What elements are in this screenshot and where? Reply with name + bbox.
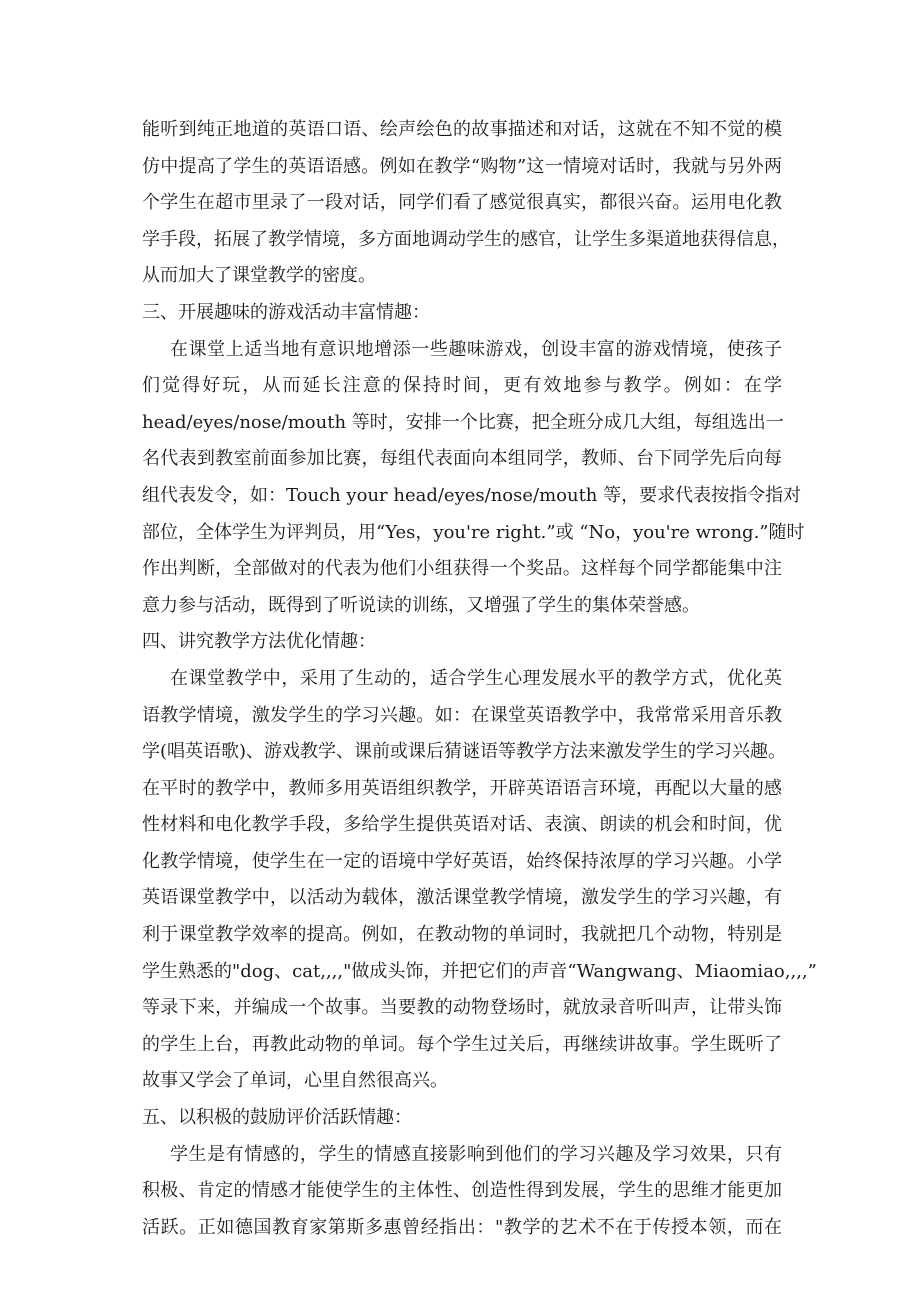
text-line: 故事又学会了单词，心里自然很高兴。 [142,1070,448,1092]
text-line: 在课堂教学中，采用了生动的，适合学生心理发展水平的教学方式，优化英 [170,667,782,689]
text-line: 等录下来，并编成一个故事。当要教的动物登场时，就放录音听叫声，让带头饰 [142,997,782,1019]
text-line: 学手段，拓展了教学情境，多方面地调动学生的感官，让学生多渠道地获得信息， [142,228,790,250]
text-line: 学生熟悉的"dog、cat,,,,"做成头饰，并把它们的声音“Wangwang、Miaomiao,,,,” [142,960,817,982]
text-line: 组代表发令，如：Touch your head/eyes/nose/mouth 等，要求代表按指令指对 [142,484,802,506]
text-line: 学生是有情感的，学生的情感直接影响到他们的学习兴趣及学习效果，只有 [170,1143,782,1165]
text-line: 语教学情境，激发学生的学习兴趣。如：在课堂英语教学中，我常常采用音乐教 [142,704,782,726]
text-line: 性材料和电化教学手段，多给学生提供英语对话、表演、朗读的机会和时间，优 [142,814,782,836]
text-line: 能听到纯正地道的英语口语、绘声绘色的故事描述和对话，这就在不知不觉的模 [142,119,782,140]
text-line: 从而加大了课堂教学的密度。 [142,265,376,287]
text-line: 仿中提高了学生的英语语感。例如在教学“购物”这一情境对话时，我就与另外两 [142,155,782,177]
section-heading-3: 三、开展趣味的游戏活动丰富情趣： [142,301,430,323]
text-line: 化教学情境，使学生在一定的语境中学好英语，始终保持浓厚的学习兴趣。小学 [142,850,782,872]
section-heading-5: 五、以积极的鼓励评价活跃情趣： [142,1107,412,1129]
text-line: 英语课堂教学中，以活动为载体，激活课堂教学情境，激发学生的学习兴趣，有 [142,887,782,909]
text-line: 部位，全体学生为评判员，用“Yes，you're right.”或 “No，you're wrong.”随时 [142,521,805,543]
section-heading-4: 四、讲究教学方法优化情趣： [142,631,376,653]
text-line: 意力参与活动，既得到了听说读的训练，又增强了学生的集体荣誉感。 [142,594,700,616]
text-line: 作出判断，全部做对的代表为他们小组获得一个奖品。这样每个同学都能集中注 [142,558,782,580]
text-line: head/eyes/nose/mouth 等时，安排一个比赛，把全班分成几大组，每组选出一 [142,411,784,433]
text-line: 学(唱英语歌)、游戏教学、课前或课后猜谜语等教学方法来激发学生的学习兴趣。 [142,741,787,763]
text-line: 名代表到教室前面参加比赛，每组代表面向本组同学，教师、台下同学先后向每 [142,448,782,470]
text-line: 在平时的教学中，教师多用英语组织教学，开辟英语语言环境，再配以大量的感 [142,777,782,799]
document-page [142,112,817,1246]
text-line: 活跃。正如德国教育家第斯多惠曾经指出："教学的艺术不在于传授本领，而在 [142,1216,782,1238]
text-line: 积极、肯定的情感才能使学生的主体性、创造性得到发展，学生的思维才能更加 [142,1180,782,1202]
text-line: 们觉得好玩，从而延长注意的保持时间，更有效地参与教学。例如：在学 [142,375,782,397]
text-line: 在课堂上适当地有意识地增添一些趣味游戏，创设丰富的游戏情境，使孩子 [170,338,782,360]
text-line: 个学生在超市里录了一段对话，同学们看了感觉很真实，都很兴奋。运用电化教 [142,192,782,214]
text-line: 的学生上台，再教此动物的单词。每个学生过关后，再继续讲故事。学生既听了 [142,1033,782,1055]
text-line: 利于课堂教学效率的提高。例如，在教动物的单词时，我就把几个动物，特别是 [142,924,782,946]
